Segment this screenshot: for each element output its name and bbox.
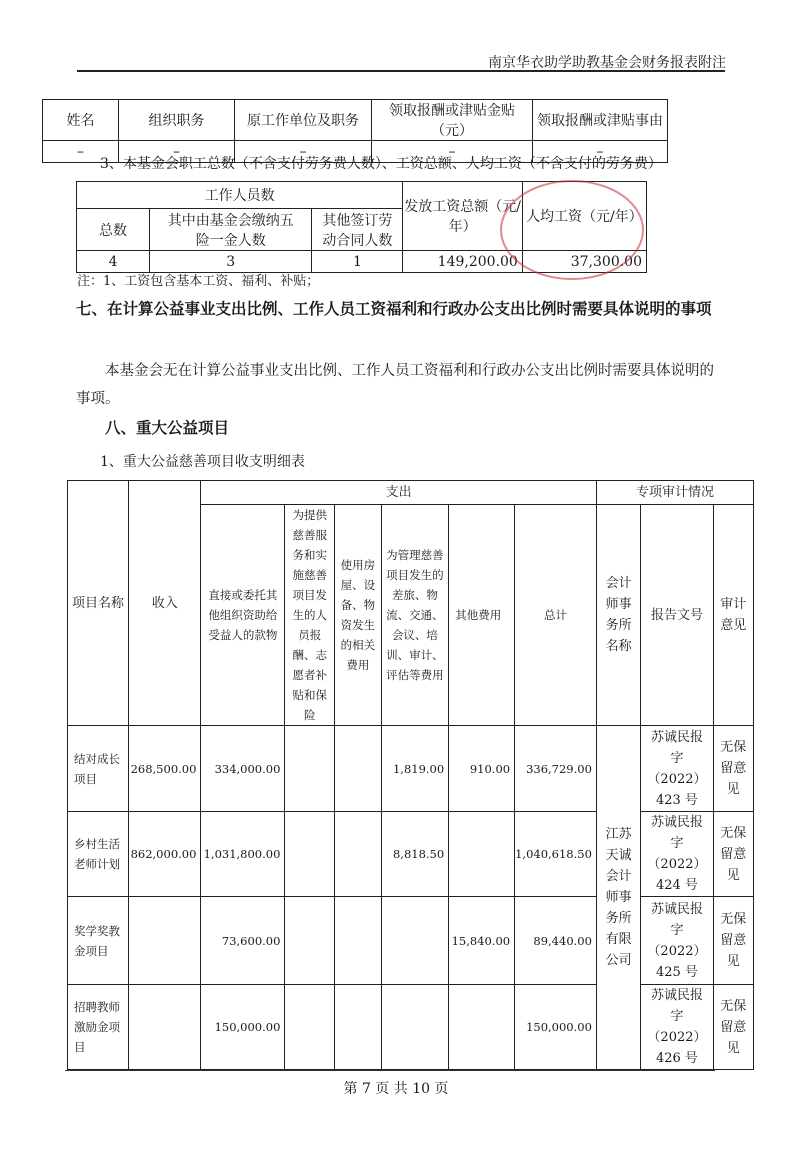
report-number: 苏诚民报字（2022）424 号 xyxy=(641,812,713,897)
project-other xyxy=(449,812,515,897)
section7-body: 本基金会无在计算公益事业支出比例、工作人员工资福利和行政办公支出比例时需要具体说明的事项。 xyxy=(76,363,714,407)
t3-header-report: 报告文号 xyxy=(641,505,713,726)
audit-opinion: 无保留意见 xyxy=(713,897,754,985)
t3-header-direct: 直接或委托其他组织资助给受益人的款物 xyxy=(201,505,285,726)
t3-header-mgmt: 为管理慈善项目发生的差旅、物流、交通、会议、培训、审计、评估等费用 xyxy=(381,505,449,726)
project-direct: 150,000.00 xyxy=(201,985,285,1070)
project-income xyxy=(129,985,201,1070)
project-income: 862,000.00 xyxy=(129,812,201,897)
t1-header-org: 原工作单位及职务 xyxy=(235,100,372,141)
section8-subtitle: 1、重大公益慈善项目收支明细表 xyxy=(100,454,305,470)
project-use xyxy=(335,812,381,897)
t2-header-total: 总数 xyxy=(77,209,150,251)
project-name: 结对成长项目 xyxy=(68,726,129,812)
project-name: 乡村生活老师计划 xyxy=(68,812,129,897)
t1-cell: – xyxy=(235,141,372,163)
page-number: 第 7 页 共 10 页 xyxy=(343,1081,449,1097)
project-other xyxy=(449,985,515,1070)
audit-opinion: 无保留意见 xyxy=(713,726,754,812)
t3-header-income: 收入 xyxy=(129,481,201,726)
table-row xyxy=(68,812,754,897)
t3-header-other-cost: 其他费用 xyxy=(449,505,515,726)
header-title: 南京华衣助学助教基金会财务报表附注 xyxy=(488,55,726,71)
t1-cell: – xyxy=(43,141,119,163)
project-sum: 89,440.00 xyxy=(515,897,597,985)
t2-header-staff: 工作人员数 xyxy=(77,182,403,209)
report-number: 苏诚民报字（2022）426 号 xyxy=(641,985,713,1070)
project-sum: 1,040,618.50 xyxy=(515,812,597,897)
project-pay xyxy=(285,726,335,812)
project-pay xyxy=(285,985,335,1070)
t3-header-pay: 为提供慈善服务和实施慈善项目发生的人员报酬、志愿者补贴和保险 xyxy=(285,505,335,726)
project-direct: 334,000.00 xyxy=(201,726,285,812)
audit-opinion: 无保留意见 xyxy=(713,812,754,897)
report-number: 苏诚民报字（2022）425 号 xyxy=(641,897,713,985)
table-row xyxy=(68,897,754,985)
footer-rule xyxy=(65,1070,715,1071)
t2-total-value: 4 xyxy=(77,251,150,273)
table-row xyxy=(68,985,754,1070)
project-name: 招聘教师激励金项目 xyxy=(68,985,129,1070)
t3-header-audit: 专项审计情况 xyxy=(596,481,753,505)
t2-other-value: 1 xyxy=(312,251,403,273)
t2-header-insured: 其中由基金会缴纳五险一金人数 xyxy=(150,209,312,251)
t1-cell: – xyxy=(372,141,533,163)
t3-header-project: 项目名称 xyxy=(68,481,129,726)
project-use xyxy=(335,897,381,985)
t1-cell: – xyxy=(533,141,668,163)
project-mgmt xyxy=(381,985,449,1070)
salary-note: 注：1、工资包含基本工资、福利、补贴； xyxy=(77,274,320,289)
project-sum: 336,729.00 xyxy=(515,726,597,812)
t2-avg-value: 37,300.00 xyxy=(522,251,646,273)
project-pay xyxy=(285,897,335,985)
t1-header-role: 组织职务 xyxy=(119,100,235,141)
t3-header-use: 使用房屋、设备、物资发生的相关费用 xyxy=(335,505,381,726)
t3-header-firm: 会计师事务所名称 xyxy=(596,505,641,726)
project-use xyxy=(335,985,381,1070)
t1-header-name: 姓名 xyxy=(43,100,119,141)
t1-cell: – xyxy=(119,141,235,163)
header-rule xyxy=(77,70,725,72)
project-sum: 150,000.00 xyxy=(515,985,597,1070)
project-direct: 73,600.00 xyxy=(201,897,285,985)
major-projects-table xyxy=(67,480,754,1070)
t3-header-sum: 总计 xyxy=(515,505,597,726)
project-other: 15,840.00 xyxy=(449,897,515,985)
t1-header-reason: 领取报酬或津贴事由 xyxy=(533,100,668,141)
t2-header-avg: 人均工资（元/年） xyxy=(522,182,646,251)
project-mgmt: 8,818.50 xyxy=(381,812,449,897)
project-direct: 1,031,800.00 xyxy=(201,812,285,897)
project-mgmt: 1,819.00 xyxy=(381,726,449,812)
t1-header-amount: 领取报酬或津贴金贴（元） xyxy=(372,100,533,141)
project-pay xyxy=(285,812,335,897)
section3-title: 3、本基金会职工总数（不含支付劳务费人数）、工资总额、人均工资（不含支付的劳务费） xyxy=(100,156,662,172)
project-use xyxy=(335,726,381,812)
project-name: 奖学奖教金项目 xyxy=(68,897,129,985)
report-number: 苏诚民报字（2022）423 号 xyxy=(641,726,713,812)
project-income xyxy=(129,897,201,985)
project-mgmt xyxy=(381,897,449,985)
t3-header-expense: 支出 xyxy=(201,481,596,505)
t2-insured-value: 3 xyxy=(150,251,312,273)
section8-title: 八、重大公益项目 xyxy=(105,418,230,437)
project-income: 268,500.00 xyxy=(129,726,201,812)
t2-salary-total-value: 149,200.00 xyxy=(403,251,522,273)
official-seal-stamp xyxy=(500,180,644,280)
t2-header-salary-total: 发放工资总额（元/年） xyxy=(403,182,522,251)
project-other: 910.00 xyxy=(449,726,515,812)
audit-opinion: 无保留意见 xyxy=(713,985,754,1070)
audit-firm: 江苏天诚会计师事务所有限公司 xyxy=(596,726,641,1070)
t3-header-opinion: 审计意见 xyxy=(713,505,754,726)
table-row xyxy=(68,726,754,812)
section7-title: 七、在计算公益事业支出比例、工作人员工资福利和行政办公支出比例时需要具体说明的事项 xyxy=(76,299,712,318)
t2-header-other: 其他签订劳动合同人数 xyxy=(312,209,403,251)
